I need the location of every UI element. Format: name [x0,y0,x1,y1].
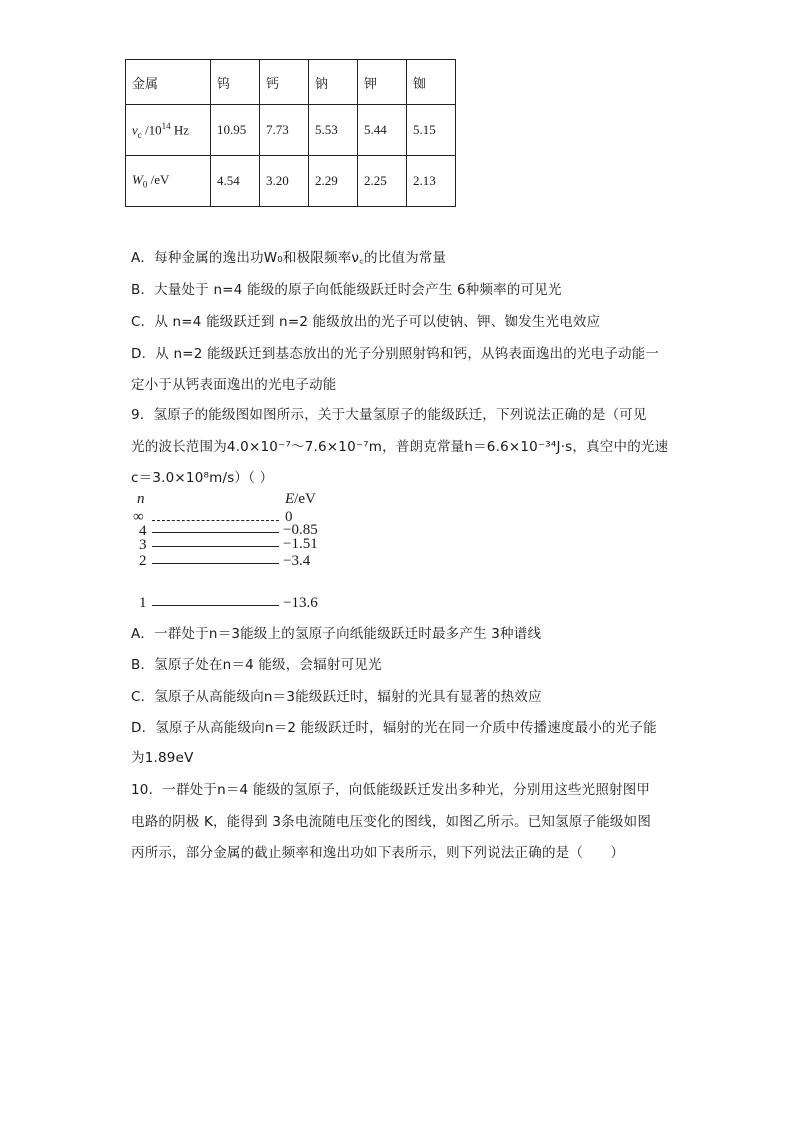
table-cell: 2.13 [407,156,456,207]
q8-option-a: A．每种金属的逸出功W₀和极限频率ν꜀的比值为常量 [131,250,447,266]
table-cell: 4.54 [211,156,260,207]
energy-level-line [152,563,279,564]
table-cell: 钾 [358,60,407,105]
level-label: 3 [139,537,147,553]
table-cell: 钨 [211,60,260,105]
q9-option-b: B．氢原子处在n＝4 能级，会辐射可见光 [131,657,382,673]
table-cell: 10.95 [211,105,260,156]
table-cell: 5.44 [358,105,407,156]
q8-option-b: B．大量处于 n=4 能级的原子向低能级跃迁时会产生 6种频率的可见光 [131,282,562,298]
q9-option-d-line2: 为1.89eV [131,750,194,766]
table-cell: 5.53 [309,105,358,156]
table-cell: 钙 [260,60,309,105]
row-label-work-function: $W_0$ /eV [126,156,211,207]
level-energy: −1.51 [283,536,318,552]
table-cell: 2.29 [309,156,358,207]
q10-stem-line3: 丙所示，部分金属的截止频率和逸出功如下表所示，则下列说法正确的是（ ） [131,845,625,861]
q9-option-c: C．氢原子从高能级向n＝3能级跃迁时，辐射的光具有显著的热效应 [131,689,542,705]
level-label: 2 [139,553,147,569]
row-label-cutoff-frequency: $\nu_c$ $/10^{14}$ Hz [126,105,211,156]
q9-option-a: A．一群处于n＝3能级上的氢原子向纸能级跃迁时最多产生 3种谱线 [131,626,542,642]
table-row [126,156,456,207]
q8-option-d-line1: D．从 n=2 能级跃迁到基态放出的光子分别照射钨和钙，从钨表面逸出的光电子动能一 [131,346,660,362]
energy-level-line [152,520,279,521]
diagram-energy-label: E/eV [285,491,316,507]
table-cell: 3.20 [260,156,309,207]
q8-option-c: C．从 n=4 能级跃迁到 n=2 能级放出的光子可以使钠、钾、铷发生光电效应 [131,314,601,330]
q9-option-d-line1: D．氢原子从高能级向n＝2 能级跃迁时，辐射的光在同一介质中传播速度最小的光子能 [131,720,657,736]
energy-level-line [152,605,279,606]
table-cell: 铷 [407,60,456,105]
table-cell: 5.15 [407,105,456,156]
table-row [126,105,456,156]
table-cell: 钠 [309,60,358,105]
table-cell: 2.25 [358,156,407,207]
level-label-infinity: ∞ [133,509,144,525]
q10-stem-line1: 10．一群处于n＝4 能级的氢原子，向低能级跃迁发出多种光，分别用这些光照射图甲 [131,782,651,798]
level-energy: 0 [285,509,293,525]
level-energy: −13.6 [283,595,318,611]
level-label: 4 [139,523,147,539]
q9-stem-line1: 9．氢原子的能级图如图所示，关于大量氢原子的能级跃迁，下列说法正确的是（可见 [131,407,647,423]
diagram-n-label: n [137,491,145,507]
q9-stem-line3: c＝3.0×10⁸m/s）（ ） [131,470,274,486]
table-row [126,60,456,105]
level-label: 1 [139,595,147,611]
q9-stem-line2: 光的波长范围为4.0×10⁻⁷～7.6×10⁻⁷m，普朗克常量h＝6.6×10⁻³⁴J·s，真空中的光速 [131,439,669,455]
energy-level-line [152,532,279,533]
energy-level-line [152,546,279,547]
q10-stem-line2: 电路的阴极 K，能得到 3条电流随电压变化的图线，如图乙所示。已知氢原子能级如图 [131,814,652,830]
q8-option-d-line2: 定小于从钙表面逸出的光电子动能 [131,377,337,393]
level-energy: −0.85 [283,522,318,538]
metal-properties-table [125,59,456,207]
table-cell: 7.73 [260,105,309,156]
table-cell: 金属 [126,60,211,105]
level-energy: −3.4 [283,553,311,569]
